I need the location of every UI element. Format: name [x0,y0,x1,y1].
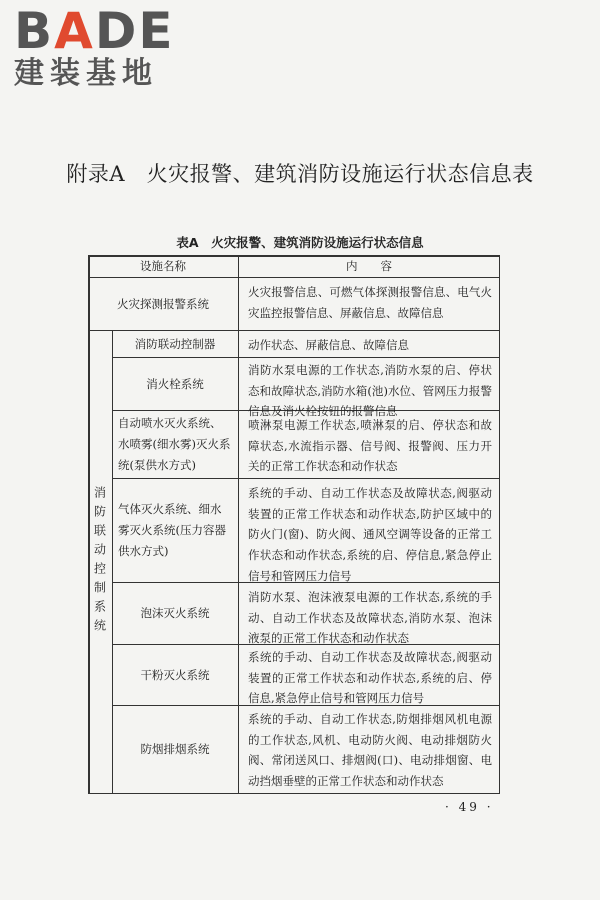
logo-wordmark: BADE [14,2,175,60]
table-row-name: 防烟排烟系统 [140,742,210,757]
appendix-title: 附录A 火灾报警、建筑消防设施运行状态信息表 [66,162,534,186]
table-row-name: 气体灭火系统、细水雾灭火系统(压力容器供水方式) [118,502,226,558]
status-info-table [88,255,500,794]
table-row-content: 喷淋泵电源工作状态,喷淋泵的启、停状态和故障状态,水流指示器、信号阀、报警阀、压力开关的正常工作状态和动作状态 [248,418,492,474]
table-row-content: 消防水泵电源的工作状态,消防水泵的启、停状态和故障状态,消防水箱(池)水位、管网压力报警信息及消火栓按钮的报警信息 [248,363,492,419]
table-row-content: 系统的手动、自动工作状态,防烟排烟风机电源的工作状态,风机、电动防火阀、电动排烟防火阀、常闭送风口、排烟阀(口)、电动排烟窗、电动挡烟垂壁的正常工作状态和动作状态 [248,712,492,789]
row-fire-detection-content: 火灾报警信息、可燃气体探测报警信息、电气火灾监控报警信息、屏蔽信息、故障信息 [248,285,492,320]
table-row-content: 动作状态、屏蔽信息、故障信息 [248,338,409,352]
bade-logo [14,2,184,96]
table-row-content: 消防水泵、泡沫液泵电源的工作状态,系统的手动、自动工作状态及故障状态,消防水泵、泡沫液泵的正常工作状态和动作状态 [248,590,492,646]
group-label-linkage-control: 消防联动控制系统 [92,486,107,638]
row-fire-detection-name: 火灾探测报警系统 [117,296,209,311]
table-row-name: 干粉灭火系统 [140,667,210,682]
table-row-name: 消火栓系统 [146,376,204,391]
table-row-name: 消防联动控制器 [134,336,216,351]
table-row-content: 系统的手动、自动工作状态及故障状态,阀驱动装置的正常工作状态和动作状态,防护区域中的防火门(窗)、防火阀、通风空调等设备的正常工作状态和动作状态,系统的启、停信息,紧急停止信号和管网压力信号 [248,486,492,583]
header-facility-name: 设施名称 [140,258,186,273]
logo-subtitle: 建装基地 [14,56,158,91]
table-row-name: 自动喷水灭火系统、水喷雾(细水雾)灭火系统(泵供水方式) [118,416,231,472]
page-number: · 49 · [445,800,494,814]
table-row-name: 泡沫灭火系统 [140,606,210,621]
header-content: 内 容 [346,258,392,273]
table-caption: 表A 火灾报警、建筑消防设施运行状态信息 [176,235,424,250]
table-row-content: 系统的手动、自动工作状态及故障状态,阀驱动装置的正常工作状态和动作状态,系统的启、停信息,紧急停止信号和管网压力信号 [248,650,492,706]
